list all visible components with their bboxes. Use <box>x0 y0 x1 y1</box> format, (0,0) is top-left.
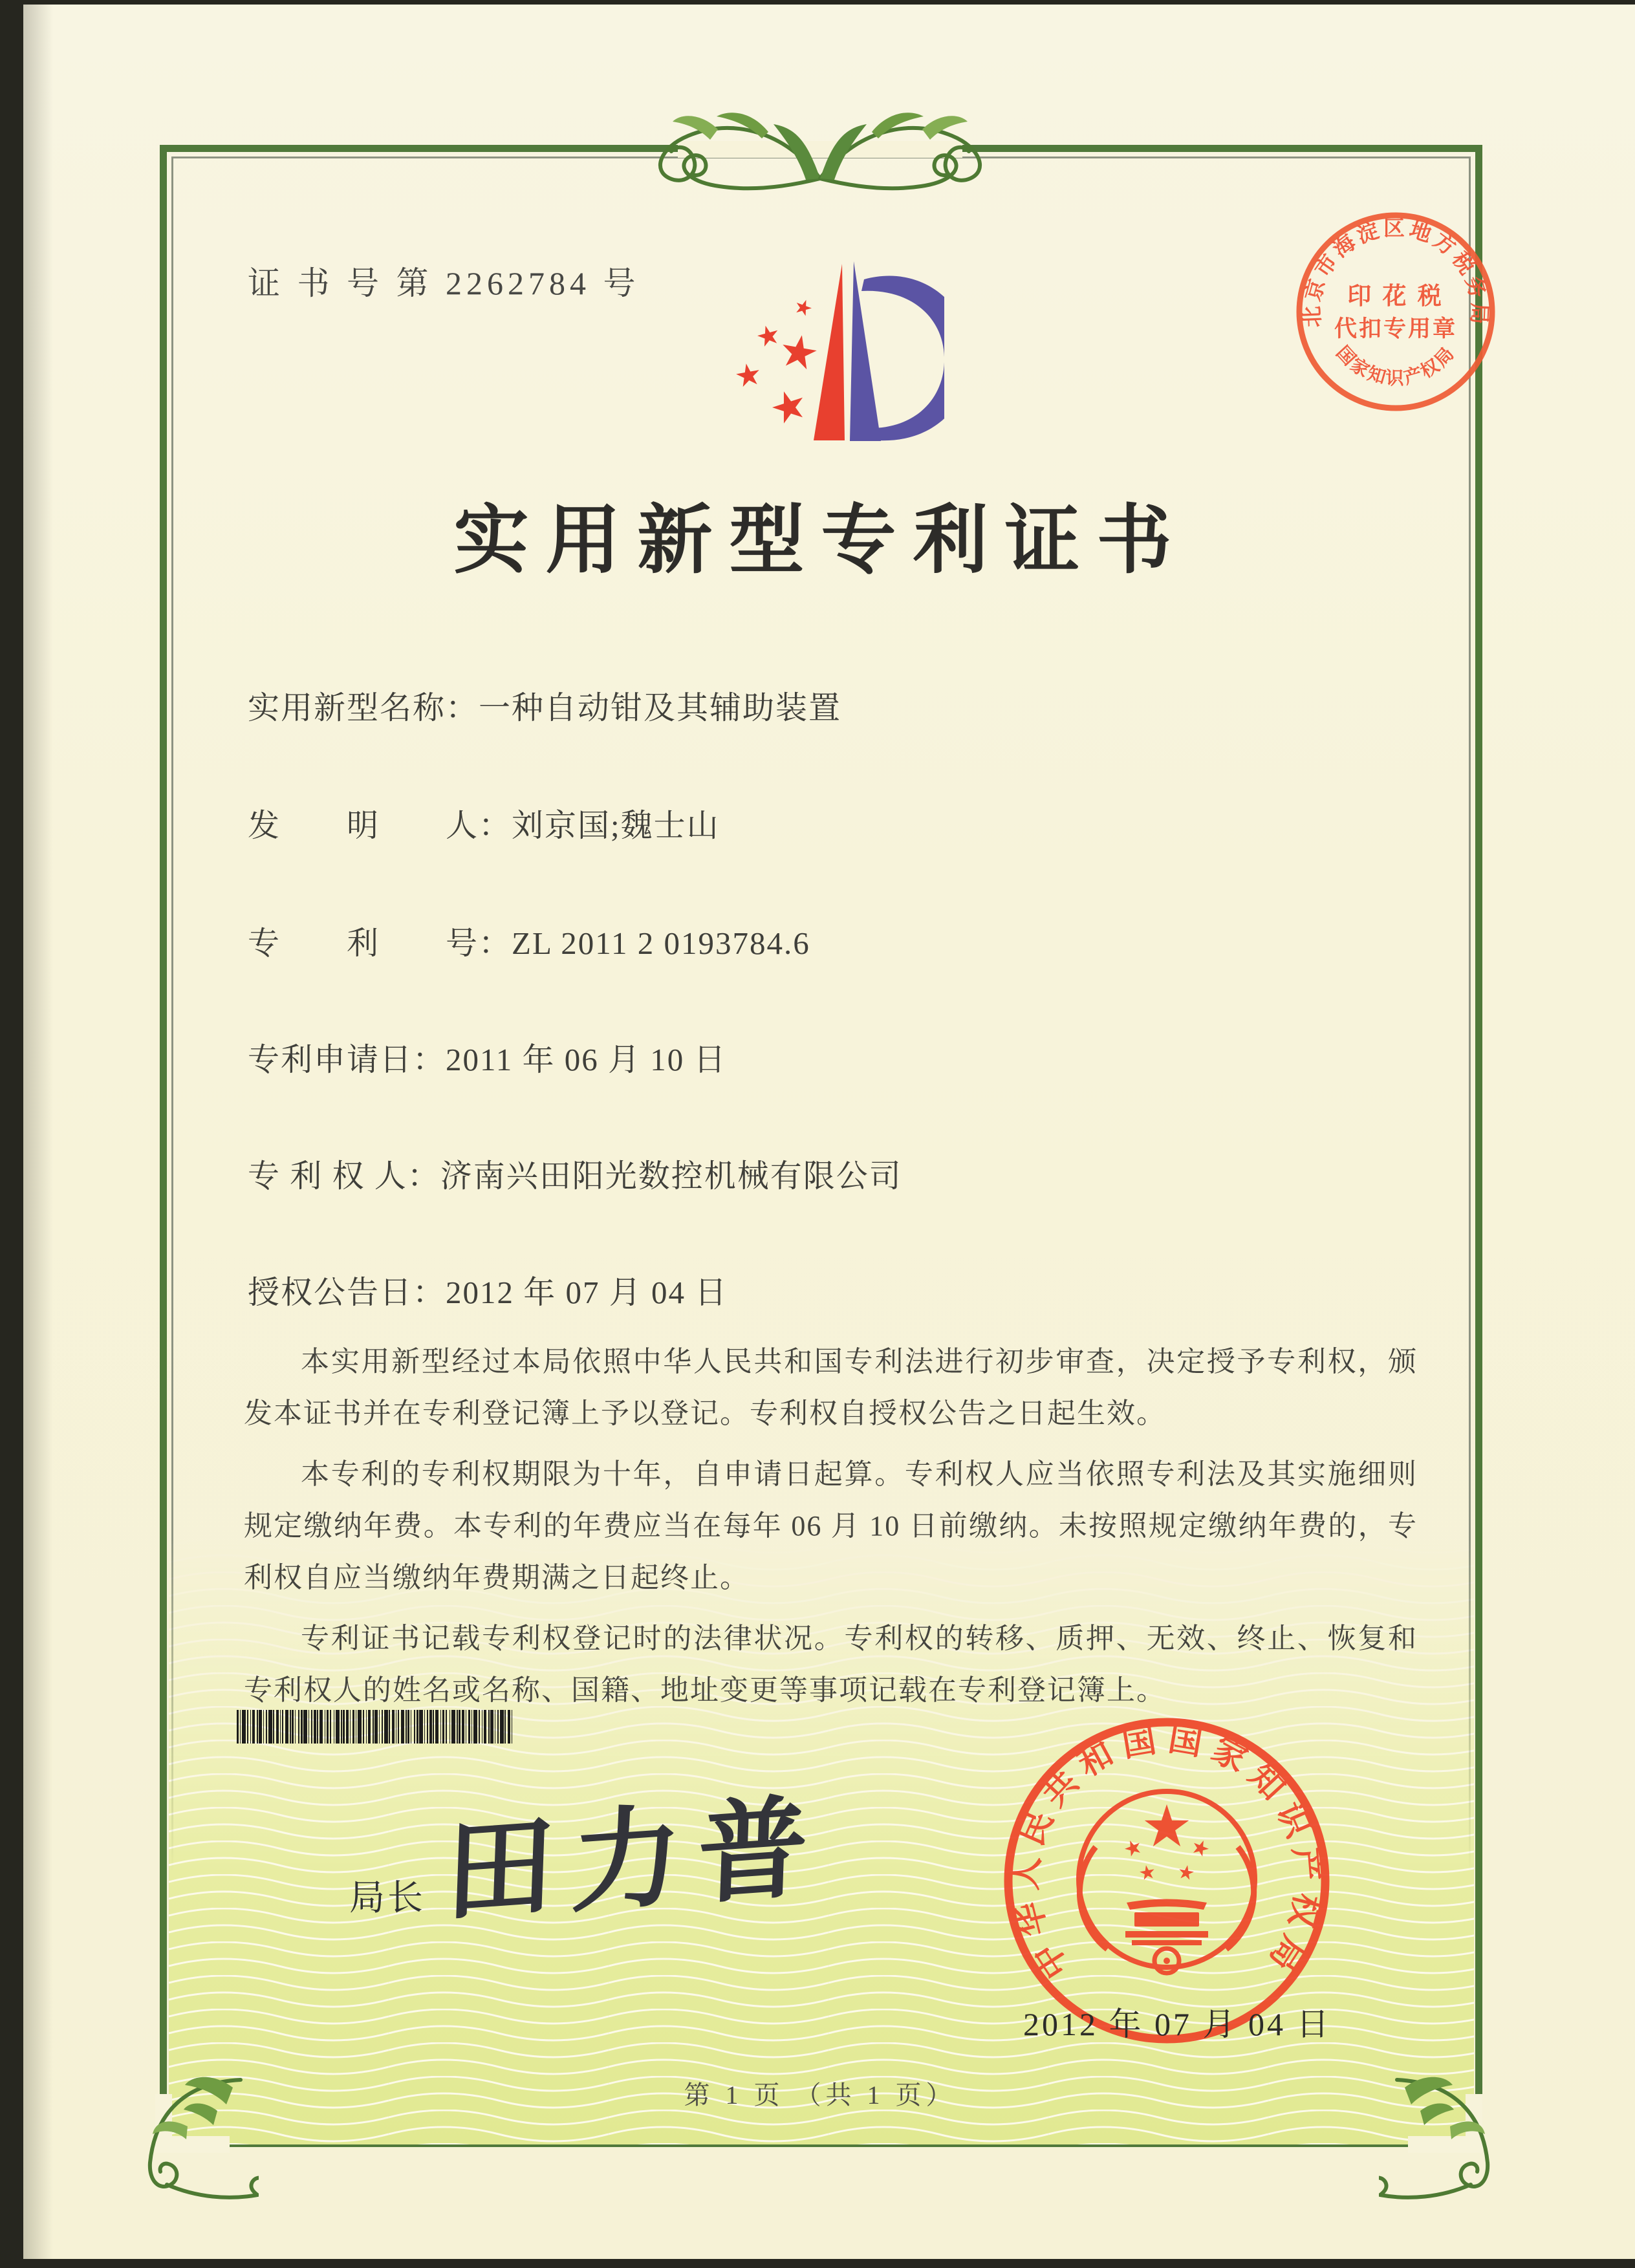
field-utility-model-name <box>248 683 1412 728</box>
paper-shadow <box>23 0 53 2268</box>
field-value: 刘京国;魏士山 <box>512 808 720 843</box>
scan-edge-bottom <box>0 2259 1635 2268</box>
barcode <box>237 1710 515 1744</box>
scan-edge-top <box>0 0 1635 5</box>
page-number-footer: 第 1 页 （共 1 页） <box>684 2080 957 2110</box>
tax-stamp-line2: 代扣专用章 <box>1334 316 1458 341</box>
field-filing-date <box>248 1035 1412 1080</box>
field-value: 2011 年 06 月 10 日 <box>446 1042 727 1077</box>
field-patentee <box>248 1151 1412 1196</box>
issue-date: 2012 年 07 月 04 日 <box>1023 2006 1332 2042</box>
paragraph-term-fees: 本专利的专利权期限为十年，自申请日起算。专利权人应当依照专利法及其实施细则规定缴纳年费。本专利的年费应当在每年 06 月 10 日前缴纳。未按照规定缴纳年费的，专利权自应当缴纳年费期满之日起终止。 <box>244 1458 1418 1593</box>
national-emblem-icon <box>1079 1791 1255 1973</box>
field-inventor <box>248 801 1412 846</box>
field-patent-number <box>248 918 1412 964</box>
field-label: 专 利 号： <box>248 925 512 961</box>
field-value: 一种自动钳及其辅助装置 <box>479 690 842 726</box>
field-label: 实用新型名称： <box>248 690 479 726</box>
tax-stamp-seal <box>1286 202 1506 422</box>
certificate-number: 证 书 号 第 2262784 号 <box>248 265 640 301</box>
office-seal-arc-text: 中华人民共和国国家知识产权局 <box>1007 1720 1326 1985</box>
tax-stamp-line1: 印 花 税 <box>1347 283 1444 310</box>
floral-ornament-bottom-right <box>1379 2049 1547 2217</box>
field-label: 专利申请日： <box>248 1042 446 1077</box>
field-grant-date <box>248 1268 1412 1313</box>
certificate-title: 实用新型专利证书 <box>453 500 1189 583</box>
scan-edge-left <box>0 0 23 2268</box>
commissioner-label: 局长 <box>349 1878 426 1917</box>
field-value: 2012 年 07 月 04 日 <box>446 1275 728 1310</box>
floral-ornament-bottom-left <box>91 2049 259 2217</box>
svg-text:北京市海淀区地方税务局 <box>1301 217 1490 328</box>
legal-text-block <box>244 1336 1418 1725</box>
tax-stamp-arc-bottom-text: 国家知识产权局 <box>1332 342 1460 389</box>
field-value: 济南兴田阳光数控机械有限公司 <box>440 1158 902 1194</box>
field-label: 发 明 人： <box>248 808 512 843</box>
svg-text:中华人民共和国国家知识产权局 <box>1007 1721 1327 1985</box>
cnipa-logo-icon <box>673 251 944 464</box>
floral-ornament-top <box>548 96 1092 212</box>
tax-stamp-arc-top-text: 北京市海淀区地方税务局 <box>1301 217 1491 328</box>
field-label: 专 利 权 人： <box>248 1158 440 1194</box>
field-label: 授权公告日： <box>248 1275 446 1310</box>
field-value: ZL 2011 2 0193784.6 <box>512 925 810 961</box>
svg-text:国家知识产权局 <box>1332 342 1460 389</box>
paragraph-register: 专利证书记载专利权登记时的法律状况。专利权的转移、质押、无效、终止、恢复和专利权人的姓名或名称、国籍、地址变更等事项记载在专利登记簿上。 <box>244 1623 1418 1706</box>
paragraph-grant: 本实用新型经过本局依照中华人民共和国专利法进行初步审查，决定授予专利权，颁发本证书并在专利登记簿上予以登记。专利权自授权公告之日起生效。 <box>244 1346 1418 1429</box>
commissioner-signature: 田力普 <box>442 1786 827 1936</box>
